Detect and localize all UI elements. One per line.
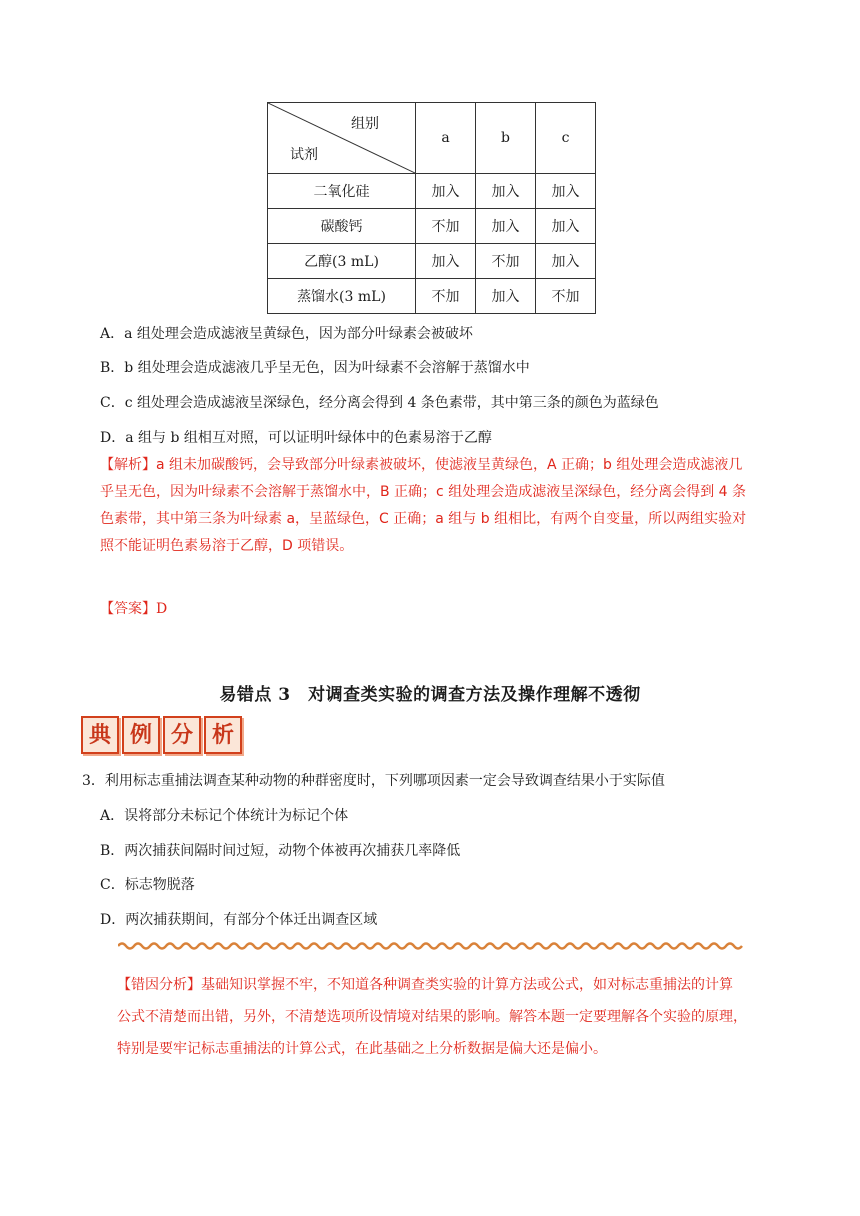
column-header: a [416, 103, 476, 174]
header-reagent-label: 试剂 [290, 147, 318, 163]
table-cell: 加入 [476, 209, 536, 244]
error-analysis-line: 公式不清楚而出错，另外，不清楚选项所设情境对结果的影响。解答本题一定要理解各个实验的原理， [117, 1009, 747, 1025]
column-header: b [476, 103, 536, 174]
q3-option-c: C．标志物脱落 [100, 877, 195, 893]
option-a: A．a 组处理会造成滤液呈黄绿色，因为部分叶绿素会被破坏 [100, 326, 473, 342]
badge-char: 分 [163, 716, 201, 754]
table-cell: 加入 [476, 174, 536, 209]
analysis-line: 乎呈无色，因为叶绿素不会溶解于蒸馏水中，B 正确；c 组处理会造成滤液呈深绿色，经分离会得到 4 条 [100, 484, 747, 500]
table-cell: 加入 [536, 174, 596, 209]
q3-option-a: A．误将部分未标记个体统计为标记个体 [100, 808, 349, 824]
wavy-divider [118, 941, 748, 951]
section-heading: 易错点 3 对调查类实验的调查方法及操作理解不透彻 [219, 685, 641, 705]
table-row [268, 174, 596, 209]
analysis-line: 照不能证明色素易溶于乙醇，D 项错误。 [100, 538, 354, 554]
reagent-cell: 碳酸钙 [268, 209, 416, 244]
option-b: B．b 组处理会造成滤液几乎呈无色，因为叶绿素不会溶解于蒸馏水中 [100, 360, 530, 376]
table-cell: 不加 [476, 244, 536, 279]
reagent-table [267, 102, 596, 314]
badge-char: 典 [81, 716, 119, 754]
q3-option-d: D．两次捕获期间，有部分个体迁出调查区域 [100, 912, 378, 928]
table-cell: 不加 [536, 279, 596, 314]
table-row [268, 244, 596, 279]
q3-option-b: B．两次捕获间隔时间过短，动物个体被再次捕获几率降低 [100, 843, 461, 859]
analysis-line: 【解析】a 组未加碳酸钙，会导致部分叶绿素被破坏，使滤液呈黄绿色，A 正确；b 组处理会造成滤液几 [100, 457, 743, 473]
table-corner-header [268, 103, 416, 174]
table-cell: 加入 [476, 279, 536, 314]
header-group-label: 组别 [351, 116, 379, 132]
column-header: c [536, 103, 596, 174]
option-d: D．a 组与 b 组相互对照，可以证明叶绿体中的色素易溶于乙醇 [100, 430, 492, 446]
badge-char: 例 [122, 716, 160, 754]
table-cell: 加入 [416, 174, 476, 209]
table-cell: 不加 [416, 279, 476, 314]
error-analysis-block [117, 969, 797, 1065]
error-analysis-line: 【错因分析】基础知识掌握不牢，不知道各种调查类实验的计算方法或公式，如对标志重捕法的计算 [117, 977, 733, 993]
table-cell: 加入 [536, 209, 596, 244]
reagent-cell: 乙醇(3 mL) [268, 244, 416, 279]
table-cell: 加入 [416, 244, 476, 279]
answer-line [100, 598, 167, 618]
badge-char: 析 [204, 716, 242, 754]
analysis-block [100, 452, 790, 560]
table-row [268, 279, 596, 314]
answer-label: 【答案】 [100, 601, 156, 617]
example-analysis-badge [81, 716, 242, 754]
option-c: C．c 组处理会造成滤液呈深绿色，经分离会得到 4 条色素带，其中第三条的颜色为蓝绿色 [100, 395, 659, 411]
table-cell: 加入 [536, 244, 596, 279]
error-analysis-line: 特别是要牢记标志重捕法的计算公式，在此基础之上分析数据是偏大还是偏小。 [117, 1041, 607, 1057]
question-3-stem: 3．利用标志重捕法调查某种动物的种群密度时，下列哪项因素一定会导致调查结果小于实际值 [82, 773, 665, 789]
reagent-cell: 二氧化硅 [268, 174, 416, 209]
table-cell: 不加 [416, 209, 476, 244]
reagent-cell: 蒸馏水(3 mL) [268, 279, 416, 314]
analysis-line: 色素带，其中第三条为叶绿素 a，呈蓝绿色，C 正确；a 组与 b 组相比，有两个自变量，所以两组实验对 [100, 511, 747, 527]
answer-value: D [156, 601, 168, 617]
table-row [268, 209, 596, 244]
